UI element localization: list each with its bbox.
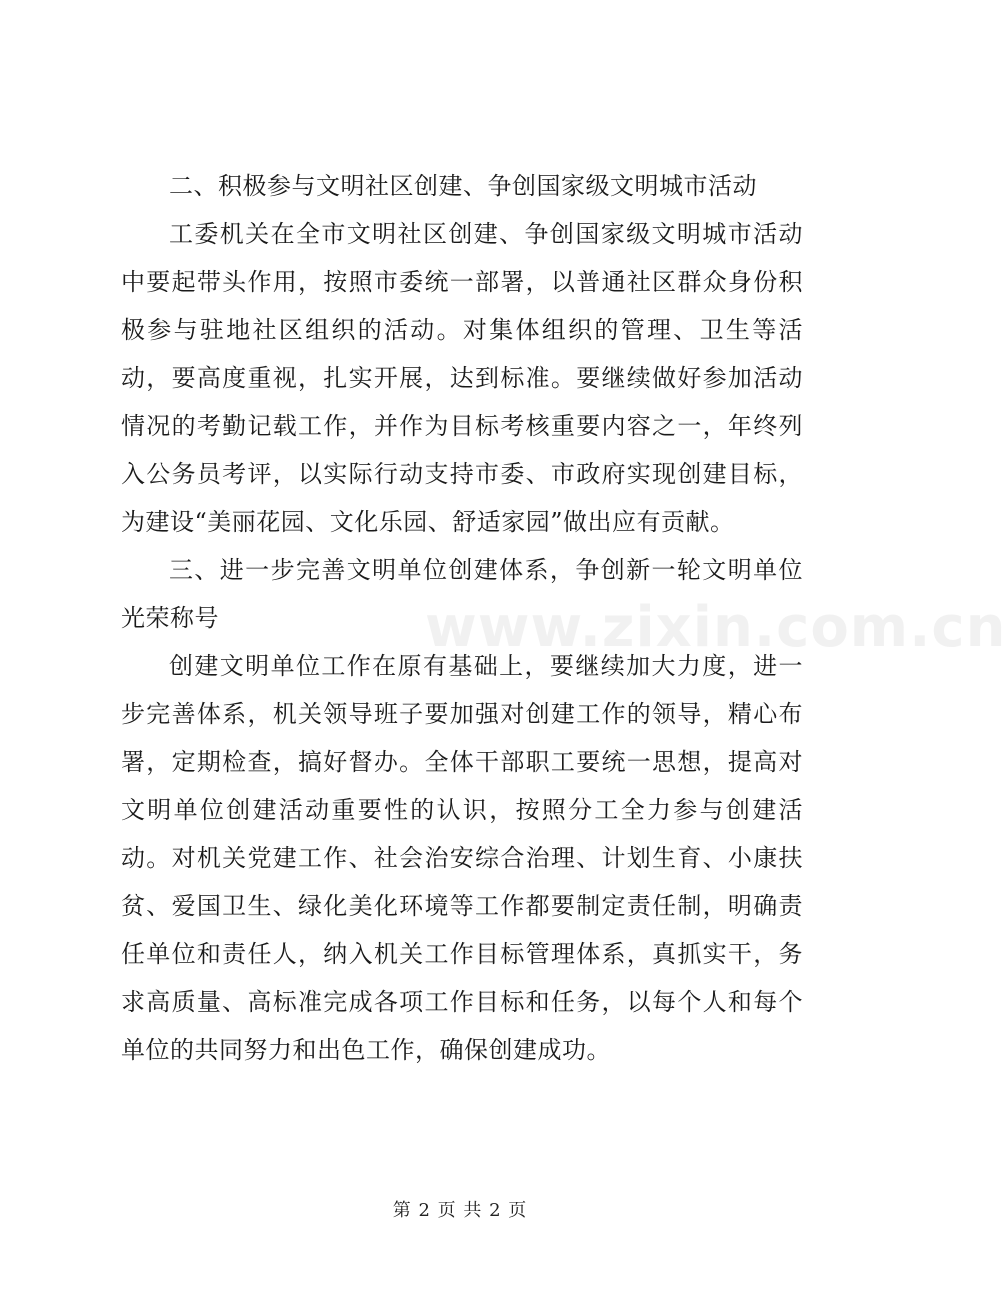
body-paragraph: 工委机关在全市文明社区创建、争创国家级文明城市活动中要起带头作用，按照市委统一部署，以普通社区群众身份积极参与驻地社区组织的活动。对集体组织的管理、卫生等活动，要高度重视，扎实开展，达到标准。要继续做好参加活动情况的考勤记载工作，并作为目标考核重要内容之一，年终列入公务员考评，以实际行动支持市委、市政府实现创建目标，为建设“美丽花园、文化乐园、舒适家园”做出应有贡献。: [121, 220, 803, 536]
body-paragraph: 创建文明单位工作在原有基础上，要继续加大力度，进一步完善体系，机关领导班子要加强对创建工作的领导，精心布署，定期检查，搞好督办。全体干部职工要统一思想，提高对文明单位创建活动重要性的认识，按照分工全力参与创建活动。对机关党建工作、社会治安综合治理、计划生育、小康扶贫、爱国卫生、绿化美化环境等工作都要制定责任制，明确责任单位和责任人，纳入机关工作目标管理体系，真抓实干，务求高质量、高标准完成各项工作目标和任务，以每个人和每个单位的共同努力和出色工作，确保创建成功。: [121, 652, 803, 1064]
section-heading-three: 三、进一步完善文明单位创建体系，争创新一轮文明单位光荣称号: [121, 556, 803, 632]
watermark-text: www.zixin.com.cn: [425, 595, 1007, 660]
page-footer: 第 2 页 共 2 页: [392, 1200, 528, 1221]
section-heading-two: 二、积极参与文明社区创建、争创国家级文明城市活动: [169, 172, 757, 200]
document-body: [121, 162, 803, 1074]
